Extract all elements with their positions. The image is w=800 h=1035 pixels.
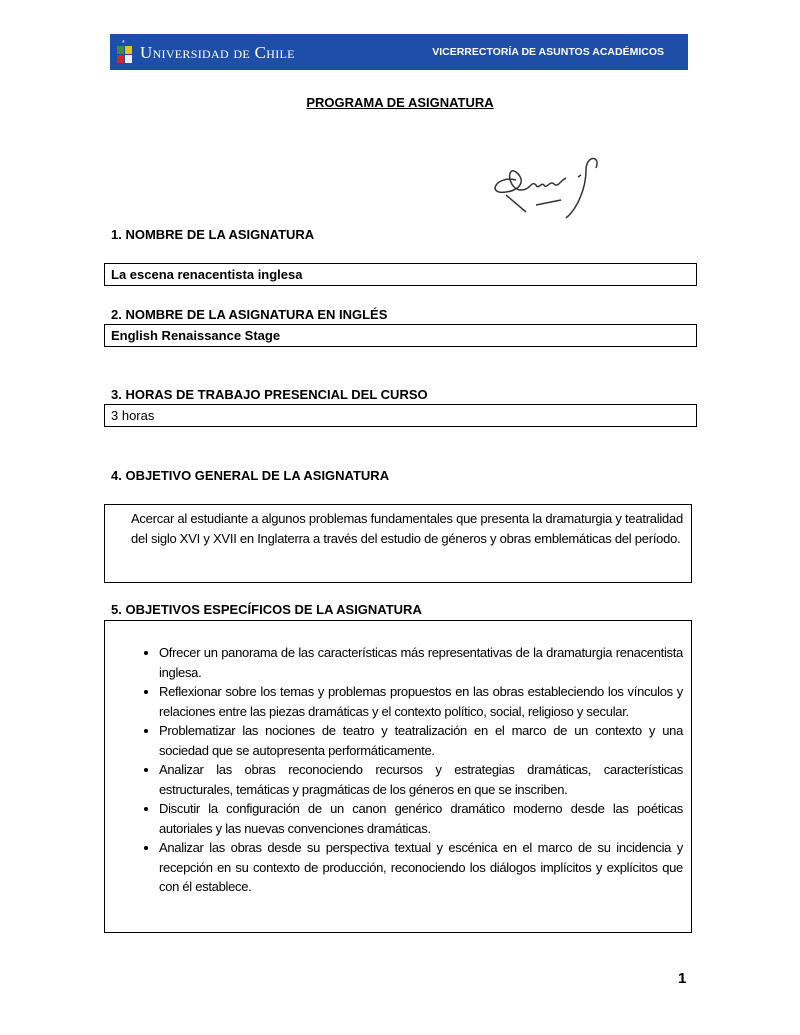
objectives-list [105,643,683,897]
university-name: Universidad de Chile [140,43,295,62]
section-4-heading: 4. OBJETIVO GENERAL DE LA ASIGNATURA [111,468,390,483]
header-banner [110,34,688,70]
hours-field: 3 horas [104,404,697,427]
signature-image [486,150,616,225]
general-objective-box: Acercar al estudiante a algunos problemas fundamentales que presenta la dramaturgia y teatralidad del siglo XVI y XVII en Inglaterra a través del estudio de géneros y obras emblemáticas del período. [104,504,692,583]
list-item: • Analizar las obras reconociendo recursos y estrategias dramáticas, características estructurales, temáticas y pragmáticas de los géneros en que se inscriben. [159,760,683,799]
list-item: • Ofrecer un panorama de las características más representativas de la dramaturgia renacentista inglesa. [159,643,683,682]
section-3-heading: 3. HORAS DE TRABAJO PRESENCIAL DEL CURSO [111,387,428,402]
course-name-english-field: English Renaissance Stage [104,324,697,347]
course-name-field: La escena renacentista inglesa [104,263,697,286]
section-2-heading: 2. NOMBRE DE LA ASIGNATURA EN INGLÉS [111,307,388,322]
list-item: • Problematizar las nociones de teatro y teatralización en el marco de un contexto y una sociedad que se autopresenta performáticamente. [159,721,683,760]
section-5-heading: 5. OBJETIVOS ESPECÍFICOS DE LA ASIGNATURA [111,602,422,617]
specific-objectives-box [104,620,692,933]
list-item: • Discutir la configuración de un canon genérico dramático moderno desde las poéticas autoriales y las nuevas convenciones dramáticas. [159,799,683,838]
university-logo-icon [116,39,134,65]
page-title: PROGRAMA DE ASIGNATURA [306,95,494,110]
section-1-heading: 1. NOMBRE DE LA ASIGNATURA [111,227,315,242]
svg-text:*: * [122,40,125,47]
list-item: • Analizar las obras desde su perspectiva textual y escénica en el marco de su incidencia y recepción en su contexto de producción, reconociendo los diálogos implícitos y explícitos que con él establece. [159,838,683,897]
office-name: VICERRECTORÍA DE ASUNTOS ACADÉMICOS [432,46,664,58]
page-number: 1 [678,970,687,987]
list-item: • Reflexionar sobre los temas y problemas propuestos en las obras estableciendo los vínculos y relaciones entre las piezas dramáticas y el contexto político, social, religioso y secular. [159,682,683,721]
